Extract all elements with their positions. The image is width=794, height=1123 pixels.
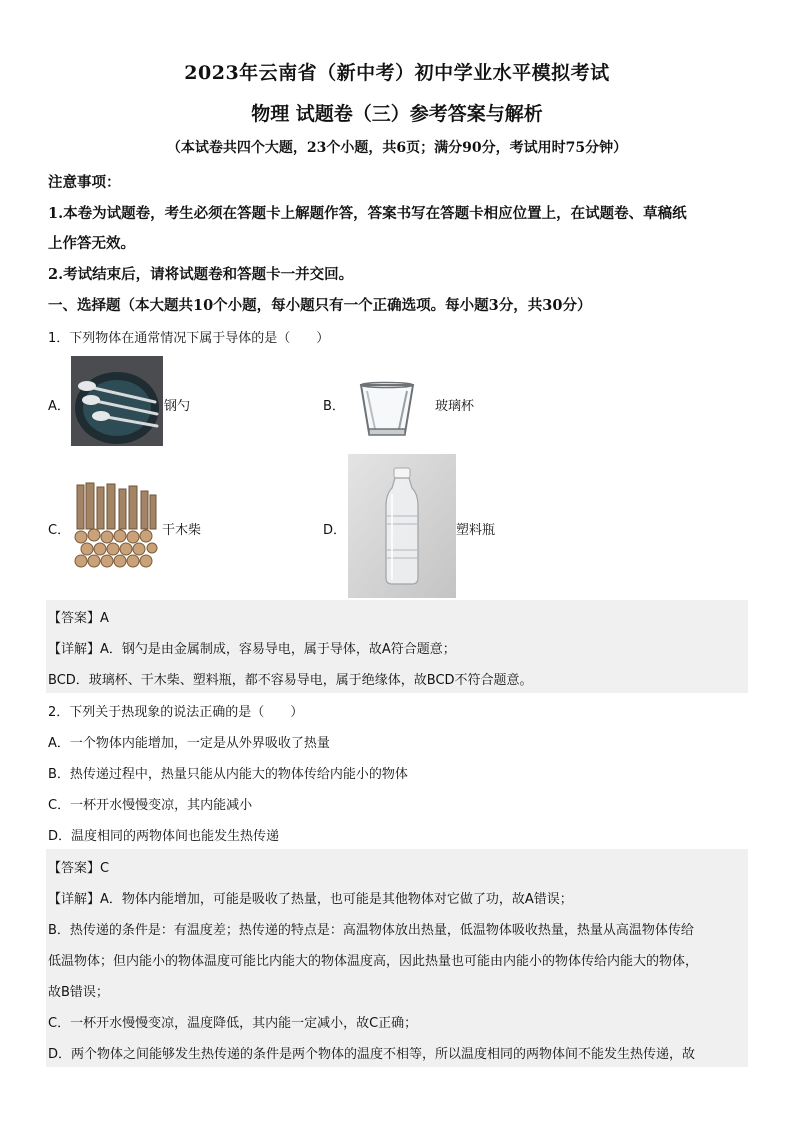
- q1-answer: 【答案】A: [48, 611, 109, 626]
- q2-option-d: D．温度相同的两物体间也能发生热传递: [48, 829, 280, 844]
- q1-option-c-label: 干木柴: [162, 523, 202, 538]
- q2-detail-2: B．热传递的条件是：有温度差；热传递的特点是：高温物体放出热量，低温物体吸收热量，热量从高温物体传给: [48, 923, 694, 938]
- q1-stem: 1．下列物体在通常情况下属于导体的是（ ）: [48, 331, 330, 346]
- doc-subtitle-title: 物理 试题卷（三）参考答案与解析: [251, 103, 543, 125]
- notice-item-1-cont: 上作答无效。: [48, 235, 135, 252]
- firewood-image: [71, 481, 160, 570]
- q2-option-c: C．一杯开水慢慢变凉，其内能减小: [48, 798, 253, 813]
- q1-option-c-letter: C．: [48, 523, 71, 538]
- q1-option-a-letter: A．: [48, 399, 70, 414]
- doc-title: 2023年云南省（新中考）初中学业水平模拟考试: [184, 62, 610, 84]
- q2-answer: 【答案】C: [48, 861, 110, 876]
- q1-option-b-letter: B．: [323, 399, 345, 414]
- steel-spoons-image: [71, 356, 163, 446]
- q1-option-b-label: 玻璃杯: [435, 399, 475, 414]
- q2-detail-3: 低温物体；但内能小的物体温度可能比内能大的物体温度高，因此热量也可能由内能小的物体传给内能大的物体，: [48, 954, 699, 969]
- q2-detail-5: C．一杯开水慢慢变凉，温度降低，其内能一定减小，故C正确；: [48, 1016, 418, 1031]
- glass-cup-image: [349, 381, 425, 441]
- notice-item-1: 1.本卷为试题卷，考生必须在答题卡上解题作答，答案书写在答题卡相应位置上，在试题卷、草稿纸: [48, 205, 687, 222]
- section-heading: 一、选择题（本大题共10个小题，每小题只有一个正确选项。每小题3分，共30分）: [48, 297, 592, 314]
- q1-option-d-letter: D．: [323, 523, 347, 538]
- q2-detail-6: D．两个物体之间能够发生热传递的条件是两个物体的温度不相等，所以温度相同的两物体间不能发生热传递，故: [48, 1047, 696, 1062]
- exam-info: （本试卷共四个大题，23个小题，共6页；满分90分，考试用时75分钟）: [166, 140, 628, 156]
- q2-option-a: A．一个物体内能增加，一定是从外界吸收了热量: [48, 736, 330, 751]
- notice-heading: 注意事项：: [48, 174, 121, 191]
- plastic-bottle-image: [348, 454, 456, 598]
- q1-detail-2: BCD．玻璃杯、干木柴、塑料瓶，都不容易导电，属于绝缘体，故BCD不符合题意。: [48, 673, 533, 688]
- notice-item-2: 2.考试结束后，请将试题卷和答题卡一并交回。: [48, 266, 354, 283]
- q1-option-d-label: 塑料瓶: [456, 523, 496, 538]
- q2-option-b: B．热传递过程中，热量只能从内能大的物体传给内能小的物体: [48, 767, 408, 782]
- q1-detail-1: 【详解】A．钢勺是由金属制成，容易导电，属于导体，故A符合题意；: [48, 642, 456, 657]
- q2-stem: 2．下列关于热现象的说法正确的是（ ）: [48, 705, 304, 720]
- q1-option-a-label: 钢勺: [164, 399, 191, 414]
- q2-detail-1: 【详解】A．物体内能增加，可能是吸收了热量，也可能是其他物体对它做了功，故A错误；: [48, 892, 573, 907]
- q2-detail-4: 故B错误；: [48, 985, 109, 1000]
